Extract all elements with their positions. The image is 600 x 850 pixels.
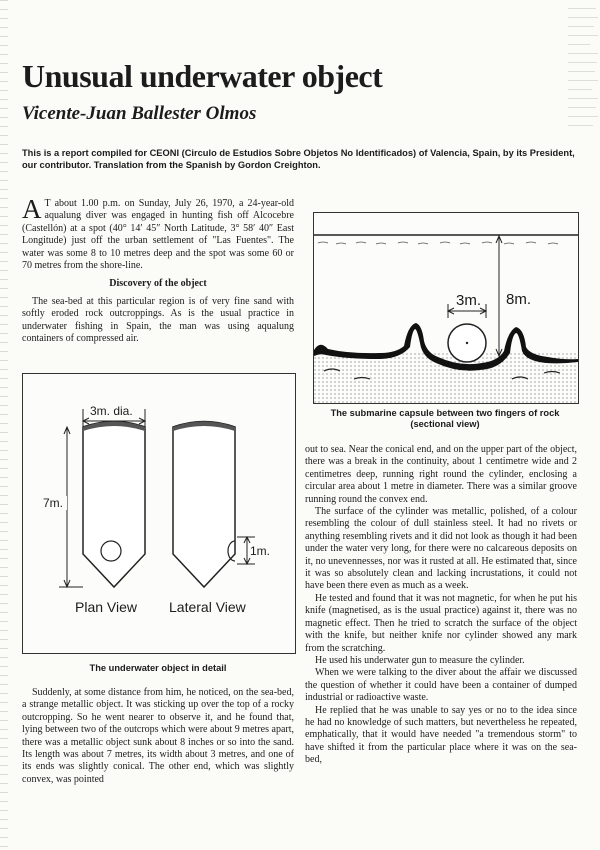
- figure-plan-lateral-drawing: [23, 374, 295, 653]
- paragraph-discovery: Suddenly, at some distance from him, he noticed, on the sea-bed, a strange metallic object. It was sticking up over the top of a rocky outcropping. So he went nearer to observe it, and he found that, lying between two of the outcrops which were about 9 metres apart, there was a metallic object sunk about 8 inches or so into the sand. Its length was about 7 metres, its width about 3 metres, and one of its ends was slightly conical. The other end, which was slightly convex, was pointed: [22, 687, 294, 785]
- figure-sectional-caption: [305, 408, 585, 430]
- figure-sectional-caption-line2: (sectional view): [410, 419, 480, 429]
- paragraph-surface: The surface of the cylinder was metallic, polished, of a colour resembling the colour of dull stainless steel. It had no rivets or anything resembling rivets and it did not look as though it had been under the water very long, for there were no calcareous deposits on it, no unevennesses, nor was it rusted at all. He estimated that, since it was so absolutely clean and lacking incrustations, it could not have been there even as much as a week.: [305, 506, 577, 592]
- drop-cap: A: [22, 194, 42, 224]
- paragraph-groove: out to sea. Near the conical end, and on the upper part of the object, there was a break in the continuity, about 1 centimetre wide and 2 centimetres deep, running right round the cylinder, enclosing a circular area about 1 metre in diameter. There was a similar groove running round the convex end.: [305, 444, 577, 505]
- bleed-through-left: [0, 0, 8, 850]
- paragraph-opening: [22, 194, 294, 272]
- section-heading-discovery: Discovery of the object: [109, 278, 207, 290]
- paragraph-magnetic: He tested and found that it was not magnetic, for when he put his knife (magnetised, as is the usual practice) against it, there was no magnetic effect. Then he tried to scratch the surface of the object with the knife, but neither knife nor cylinder showed any mark from the scratching.: [305, 592, 577, 654]
- capsule-plan-outline: [83, 422, 145, 588]
- paragraph-opening-text: T about 1.00 p.m. on Sunday, July 26, 1970, a 24-year-old aqualung diver was engaged in hunting fish off Alcocebre (Castellón) at a spot (40° 14′ 45″ North Latitude, 3° 58′ 40″ East Longitude) just off the urban settlement of "Las Fuentes". The water was some 8 to 10 metres deep and the spot was some 60 or 70 metres from the shore-line.: [22, 198, 294, 272]
- article-title: Unusual underwater object: [22, 58, 383, 94]
- paragraph-measure: He used his underwater gun to measure the cylinder.: [315, 654, 525, 666]
- paragraph-seabed: The sea-bed at this particular region is of very fine sand with softly eroded rock outcroppings. As is the usual practice in underwater fishing in Spain, the man was using aqualung containers of compressed air.: [22, 295, 294, 345]
- column-left-bottom: [22, 687, 294, 786]
- figure-sectional-caption-line1: The submarine capsule between two fingers of rock: [330, 408, 560, 418]
- article-author: Vicente-Juan Ballester Olmos: [22, 103, 257, 124]
- dim-capsule-width: 3m.: [456, 292, 482, 309]
- figure-plan-lateral: [22, 373, 296, 654]
- column-right: [305, 444, 577, 767]
- article-intro: This is a report compiled for CEONI (Circulo de Estudios Sobre Objetos No Identificados) of Valencia, Spain, by its President, our contributor. Translation from the Spanish by Gordon Creighton.: [22, 148, 575, 170]
- paragraph-storm: He replied that he was unable to say yes or no to the idea since he had no knowledge of such matters, but nevertheless he repeated, emphatically, that it would have needed "a tremendous storm" to have shifted it from the particular place where it was on the sea-bed,: [305, 704, 577, 766]
- plan-view-label: Plan View: [75, 599, 138, 615]
- figure-plan-caption: The underwater object in detail: [89, 663, 227, 673]
- figure-sectional-drawing: [314, 213, 578, 403]
- dim-depth-label: 8m.: [506, 291, 532, 308]
- dim-port-label: 1m.: [250, 544, 271, 558]
- lateral-view-label: Lateral View: [169, 599, 246, 615]
- port-circle: [101, 541, 121, 561]
- dim-length-label: 7m.: [43, 496, 64, 510]
- column-left-top: [22, 194, 294, 345]
- capsule-lateral-outline: [173, 422, 235, 588]
- paragraph-waste: When we were talking to the diver about the affair we discussed the question of whether it could have been a container of dumped industrial or radioactive waste.: [305, 667, 577, 704]
- dim-width-label: 3m. dia.: [90, 404, 133, 418]
- figure-sectional: [313, 212, 579, 404]
